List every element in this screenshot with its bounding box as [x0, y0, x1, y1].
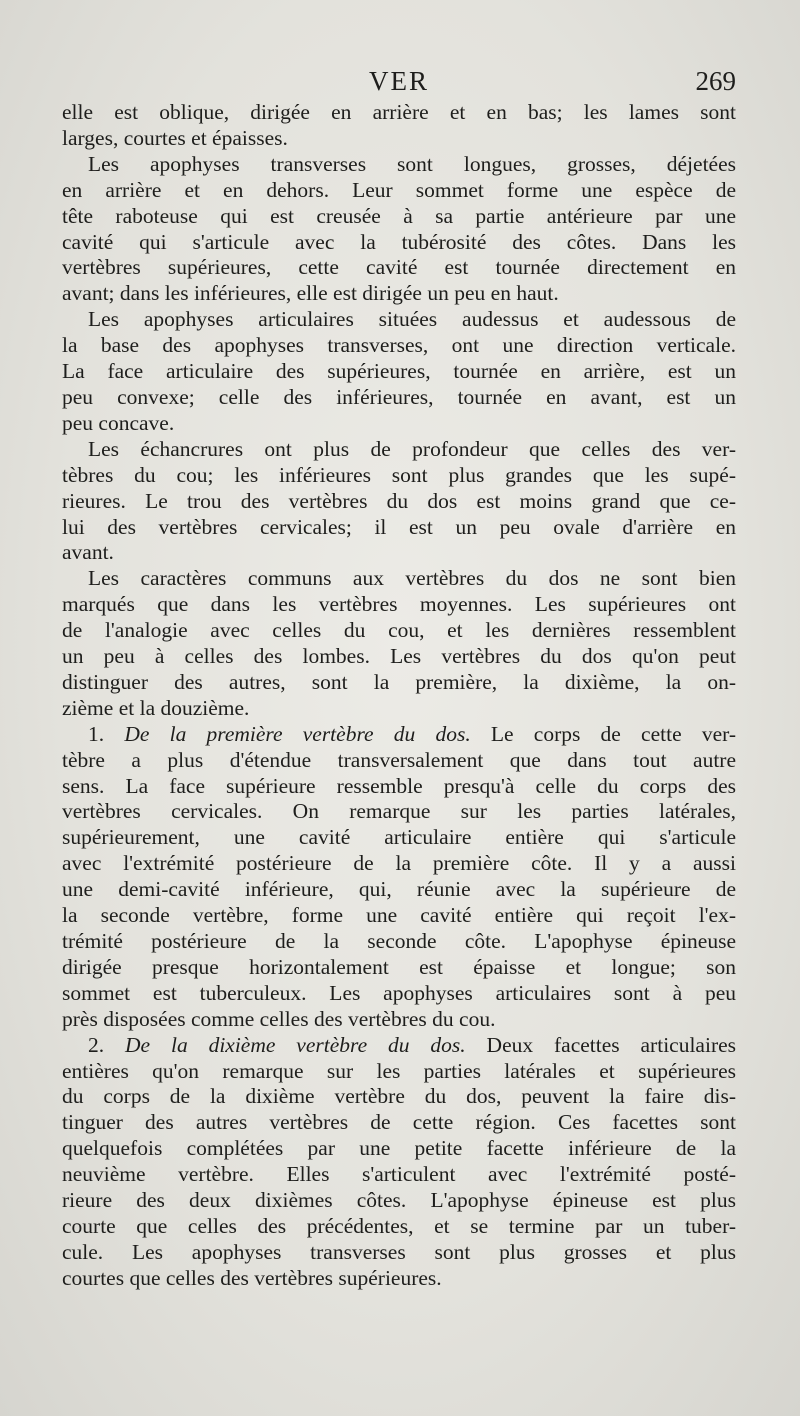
text-line: cavité qui s'articule avec la tubérosité des côtes. Dans les: [62, 229, 736, 254]
text-line: quelquefois complétées par une petite facette inférieure de la: [62, 1136, 736, 1161]
text-line: peu concave.: [62, 410, 175, 435]
text-line: tête raboteuse qui est creusée à sa partie antérieure par une: [62, 203, 736, 228]
text-line: avec l'extrémité postérieure de la première côte. Il y a aussi: [62, 851, 736, 876]
paragraph: [62, 437, 736, 567]
text-line: avant.: [62, 540, 114, 565]
text-line: Les apophyses transverses sont longues, grosses, déjetées: [88, 151, 736, 176]
text-line: de l'analogie avec celles du cou, et les dernières ressemblent: [62, 618, 736, 643]
text-line: [62, 722, 736, 748]
text-line: du corps de la dixième vertèbre du dos, peuvent la faire dis-: [62, 1084, 736, 1109]
text-line: cule. Les apophyses transverses sont plus grosses et plus: [62, 1239, 736, 1264]
text-fragment: Deux facettes articulaires: [465, 1032, 737, 1057]
paragraph-first-vertebra: [62, 722, 736, 1033]
body-text: [62, 100, 736, 1292]
section-number: 2.: [88, 1032, 105, 1057]
text-line: La face articulaire des supérieures, tournée en arrière, est un: [62, 359, 736, 384]
text-line: tinguer des autres vertèbres de cette région. Ces facettes sont: [62, 1110, 736, 1135]
page-number: 269: [695, 66, 736, 96]
text-line: tèbres du cou; les inférieures sont plus grandes que les supé-: [62, 462, 736, 487]
text-line: neuvième vertèbre. Elles s'articulent avec l'extrémité posté-: [62, 1162, 736, 1187]
running-head: VER: [369, 66, 429, 96]
text-line: courte que celles des précédentes, et se termine par un tuber-: [62, 1213, 736, 1238]
text-line: entières qu'on remarque sur les parties latérales et supérieures: [62, 1058, 736, 1083]
text-line: marqués que dans les vertèbres moyennes. Les supérieures ont: [62, 592, 736, 617]
text-line: elle est oblique, dirigée en arrière et en bas; les lames sont: [62, 100, 736, 124]
text-line: supérieurement, une cavité articulaire entière qui s'articule: [62, 825, 736, 850]
page-header: [62, 66, 736, 102]
text-line: dirigée presque horizontalement est épaisse et longue; son: [62, 954, 736, 979]
text-line: la seconde vertèbre, forme une cavité entière qui reçoit l'ex-: [62, 903, 736, 928]
text-line: courtes que celles des vertèbres supérieures.: [62, 1265, 442, 1290]
section-number: 1.: [88, 721, 105, 746]
text-line: vertèbres supérieures, cette cavité est tournée directement en: [62, 255, 736, 280]
text-line: près disposées comme celles des vertèbres du cou.: [62, 1006, 496, 1031]
section-heading: De la dixième vertèbre du dos.: [125, 1032, 466, 1057]
text-line: en arrière et en dehors. Leur sommet forme une espèce de: [62, 177, 736, 202]
text-line: Les apophyses articulaires situées audessus et audessous de: [88, 307, 736, 332]
paragraph: [62, 566, 736, 721]
text-line: sens. La face supérieure ressemble presqu'à celle du corps des: [62, 773, 736, 798]
paragraph: [62, 152, 736, 307]
section-heading: De la première vertèbre du dos.: [124, 721, 471, 746]
text-line: Les caractères communs aux vertèbres du dos ne sont bien: [88, 566, 736, 591]
paragraph-tenth-vertebra: [62, 1033, 736, 1292]
text-line: vertèbres cervicales. On remarque sur les parties latérales,: [62, 799, 736, 824]
text-line: une demi-cavité inférieure, qui, réunie avec la supérieure de: [62, 877, 736, 902]
text-line: Les échancrures ont plus de profondeur que celles des ver-: [88, 436, 736, 461]
text-line: rieures. Le trou des vertèbres du dos est moins grand que ce-: [62, 488, 736, 513]
text-line: distinguer des autres, sont la première, la dixième, la on-: [62, 669, 736, 694]
paragraph: [62, 100, 736, 152]
text-line: lui des vertèbres cervicales; il est un peu ovale d'arrière en: [62, 514, 736, 539]
text-line: sommet est tuberculeux. Les apophyses articulaires sont à peu: [62, 980, 736, 1005]
text-line: zième et la douzième.: [62, 695, 250, 720]
text-line: la base des apophyses transverses, ont une direction verticale.: [62, 333, 736, 358]
text-line: trémité postérieure de la seconde côte. L'apophyse épineuse: [62, 929, 736, 953]
text-line: tèbre a plus d'étendue transversalement que dans tout autre: [62, 747, 736, 772]
text-line: rieure des deux dixièmes côtes. L'apophyse épineuse est plus: [62, 1188, 736, 1213]
text-line: larges, courtes et épaisses.: [62, 125, 288, 150]
text-line: peu convexe; celle des inférieures, tournée en avant, est un: [62, 384, 736, 409]
text-line: [62, 1033, 736, 1059]
paragraph: [62, 307, 736, 437]
text-fragment: Le corps de cette ver-: [470, 721, 737, 746]
text-line: avant; dans les inférieures, elle est dirigée un peu en haut.: [62, 281, 559, 306]
text-line: un peu à celles des lombes. Les vertèbres du dos qu'on peut: [62, 644, 736, 669]
